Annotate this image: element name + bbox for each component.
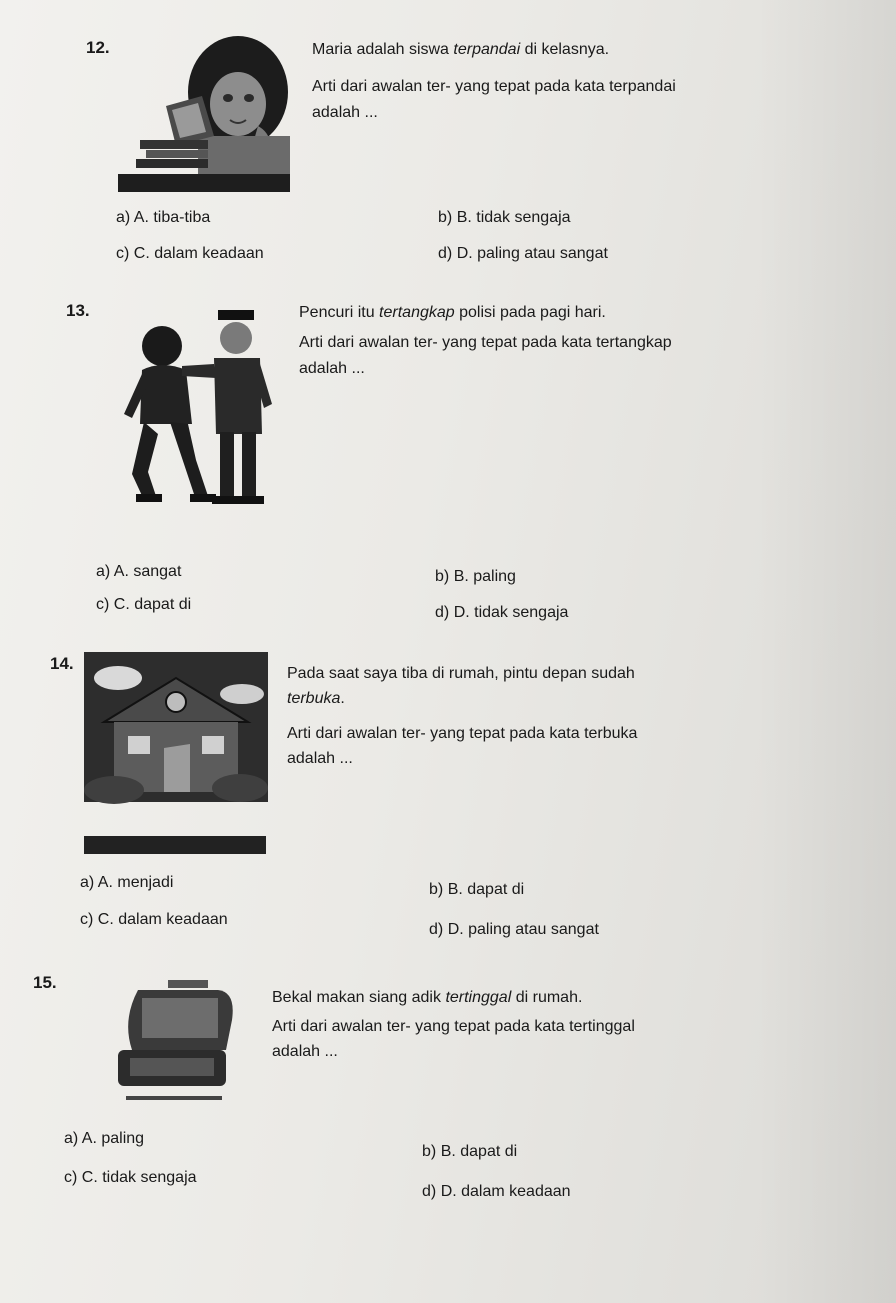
option-key: c) <box>96 596 110 613</box>
target-word: tertinggal <box>445 989 512 1006</box>
option-c[interactable] <box>80 911 228 929</box>
option-text: A. menjadi <box>97 874 174 891</box>
sentence-text: polisi pada pagi hari. <box>454 304 606 321</box>
option-c[interactable] <box>116 245 264 263</box>
question-prompt: Arti dari awalan ter- yang tepat pada kata tertinggal <box>272 1018 635 1035</box>
option-key: a) <box>80 874 95 891</box>
option-text: D. paling atau sangat <box>456 245 608 262</box>
sentence-text: Maria adalah siswa <box>312 41 454 58</box>
question-number: 12. <box>86 38 110 57</box>
option-text: A. sangat <box>113 563 182 580</box>
option-key: d) <box>435 604 450 621</box>
option-text: B. dapat di <box>440 1143 518 1160</box>
option-b[interactable] <box>435 568 516 586</box>
house-with-open-door-illustration <box>84 652 268 854</box>
sentence-text: di rumah. <box>511 989 583 1006</box>
lunch-box-illustration <box>108 980 240 1104</box>
question-prompt: Arti dari awalan ter- yang tepat pada kata tertangkap <box>299 334 672 351</box>
option-key: d) <box>438 245 453 262</box>
option-a[interactable] <box>64 1130 144 1148</box>
sentence-text: Bekal makan siang adik <box>272 989 446 1006</box>
question-prompt-end: adalah ... <box>299 360 365 377</box>
option-c[interactable] <box>64 1169 197 1187</box>
option-text: C. dalam keadaan <box>97 911 228 928</box>
question-sentence <box>312 37 609 62</box>
girl-reading-book-illustration <box>118 36 290 192</box>
option-key: b) <box>438 209 453 226</box>
option-d[interactable] <box>429 921 599 939</box>
option-a[interactable] <box>116 209 210 227</box>
option-text: B. dapat di <box>447 881 525 898</box>
option-text: A. paling <box>81 1130 145 1147</box>
option-key: d) <box>422 1183 437 1200</box>
option-b[interactable] <box>422 1143 517 1161</box>
option-key: c) <box>116 245 130 262</box>
target-word: tertangkap <box>379 304 455 321</box>
police-catching-thief-illustration <box>112 304 282 524</box>
option-key: a) <box>116 209 131 226</box>
sentence-text: . <box>340 690 345 707</box>
question-prompt-end: adalah ... <box>272 1043 338 1060</box>
target-word: terbuka <box>287 690 341 707</box>
question-number: 15. <box>33 973 57 992</box>
option-text: B. paling <box>453 568 516 585</box>
question-sentence-line1: Pada saat saya tiba di rumah, pintu depan sudah <box>287 665 635 682</box>
question-prompt-end: adalah ... <box>312 104 378 121</box>
option-text: D. dalam keadaan <box>440 1183 571 1200</box>
option-text: C. dalam keadaan <box>133 245 264 262</box>
option-text: B. tidak sengaja <box>456 209 571 226</box>
option-d[interactable] <box>435 604 568 622</box>
option-b[interactable] <box>429 881 524 899</box>
option-text: C. dapat di <box>113 596 192 613</box>
option-text: D. tidak sengaja <box>453 604 569 621</box>
question-sentence <box>272 985 582 1010</box>
option-a[interactable] <box>96 563 181 581</box>
question-number: 14. <box>50 654 74 673</box>
option-text: C. tidak sengaja <box>81 1169 197 1186</box>
option-text: A. tiba-tiba <box>133 209 211 226</box>
sentence-text: di kelasnya. <box>520 41 610 58</box>
question-sentence-line2 <box>287 686 345 711</box>
option-key: b) <box>429 881 444 898</box>
sentence-text: Pencuri itu <box>299 304 380 321</box>
option-d[interactable] <box>438 245 608 263</box>
option-key: c) <box>64 1169 78 1186</box>
question-prompt: Arti dari awalan ter- yang tepat pada kata terpandai <box>312 78 676 95</box>
option-a[interactable] <box>80 874 173 892</box>
option-key: b) <box>422 1143 437 1160</box>
page-shadow <box>756 0 896 1303</box>
option-text: D. paling atau sangat <box>447 921 599 938</box>
question-sentence <box>299 300 606 325</box>
option-b[interactable] <box>438 209 571 227</box>
option-key: b) <box>435 568 450 585</box>
option-c[interactable] <box>96 596 191 614</box>
option-key: a) <box>64 1130 79 1147</box>
option-key: d) <box>429 921 444 938</box>
question-number: 13. <box>66 301 90 320</box>
option-key: c) <box>80 911 94 928</box>
question-prompt: Arti dari awalan ter- yang tepat pada kata terbuka <box>287 725 638 742</box>
question-prompt-end: adalah ... <box>287 750 353 767</box>
option-key: a) <box>96 563 111 580</box>
target-word: terpandai <box>453 41 521 58</box>
option-d[interactable] <box>422 1183 571 1201</box>
